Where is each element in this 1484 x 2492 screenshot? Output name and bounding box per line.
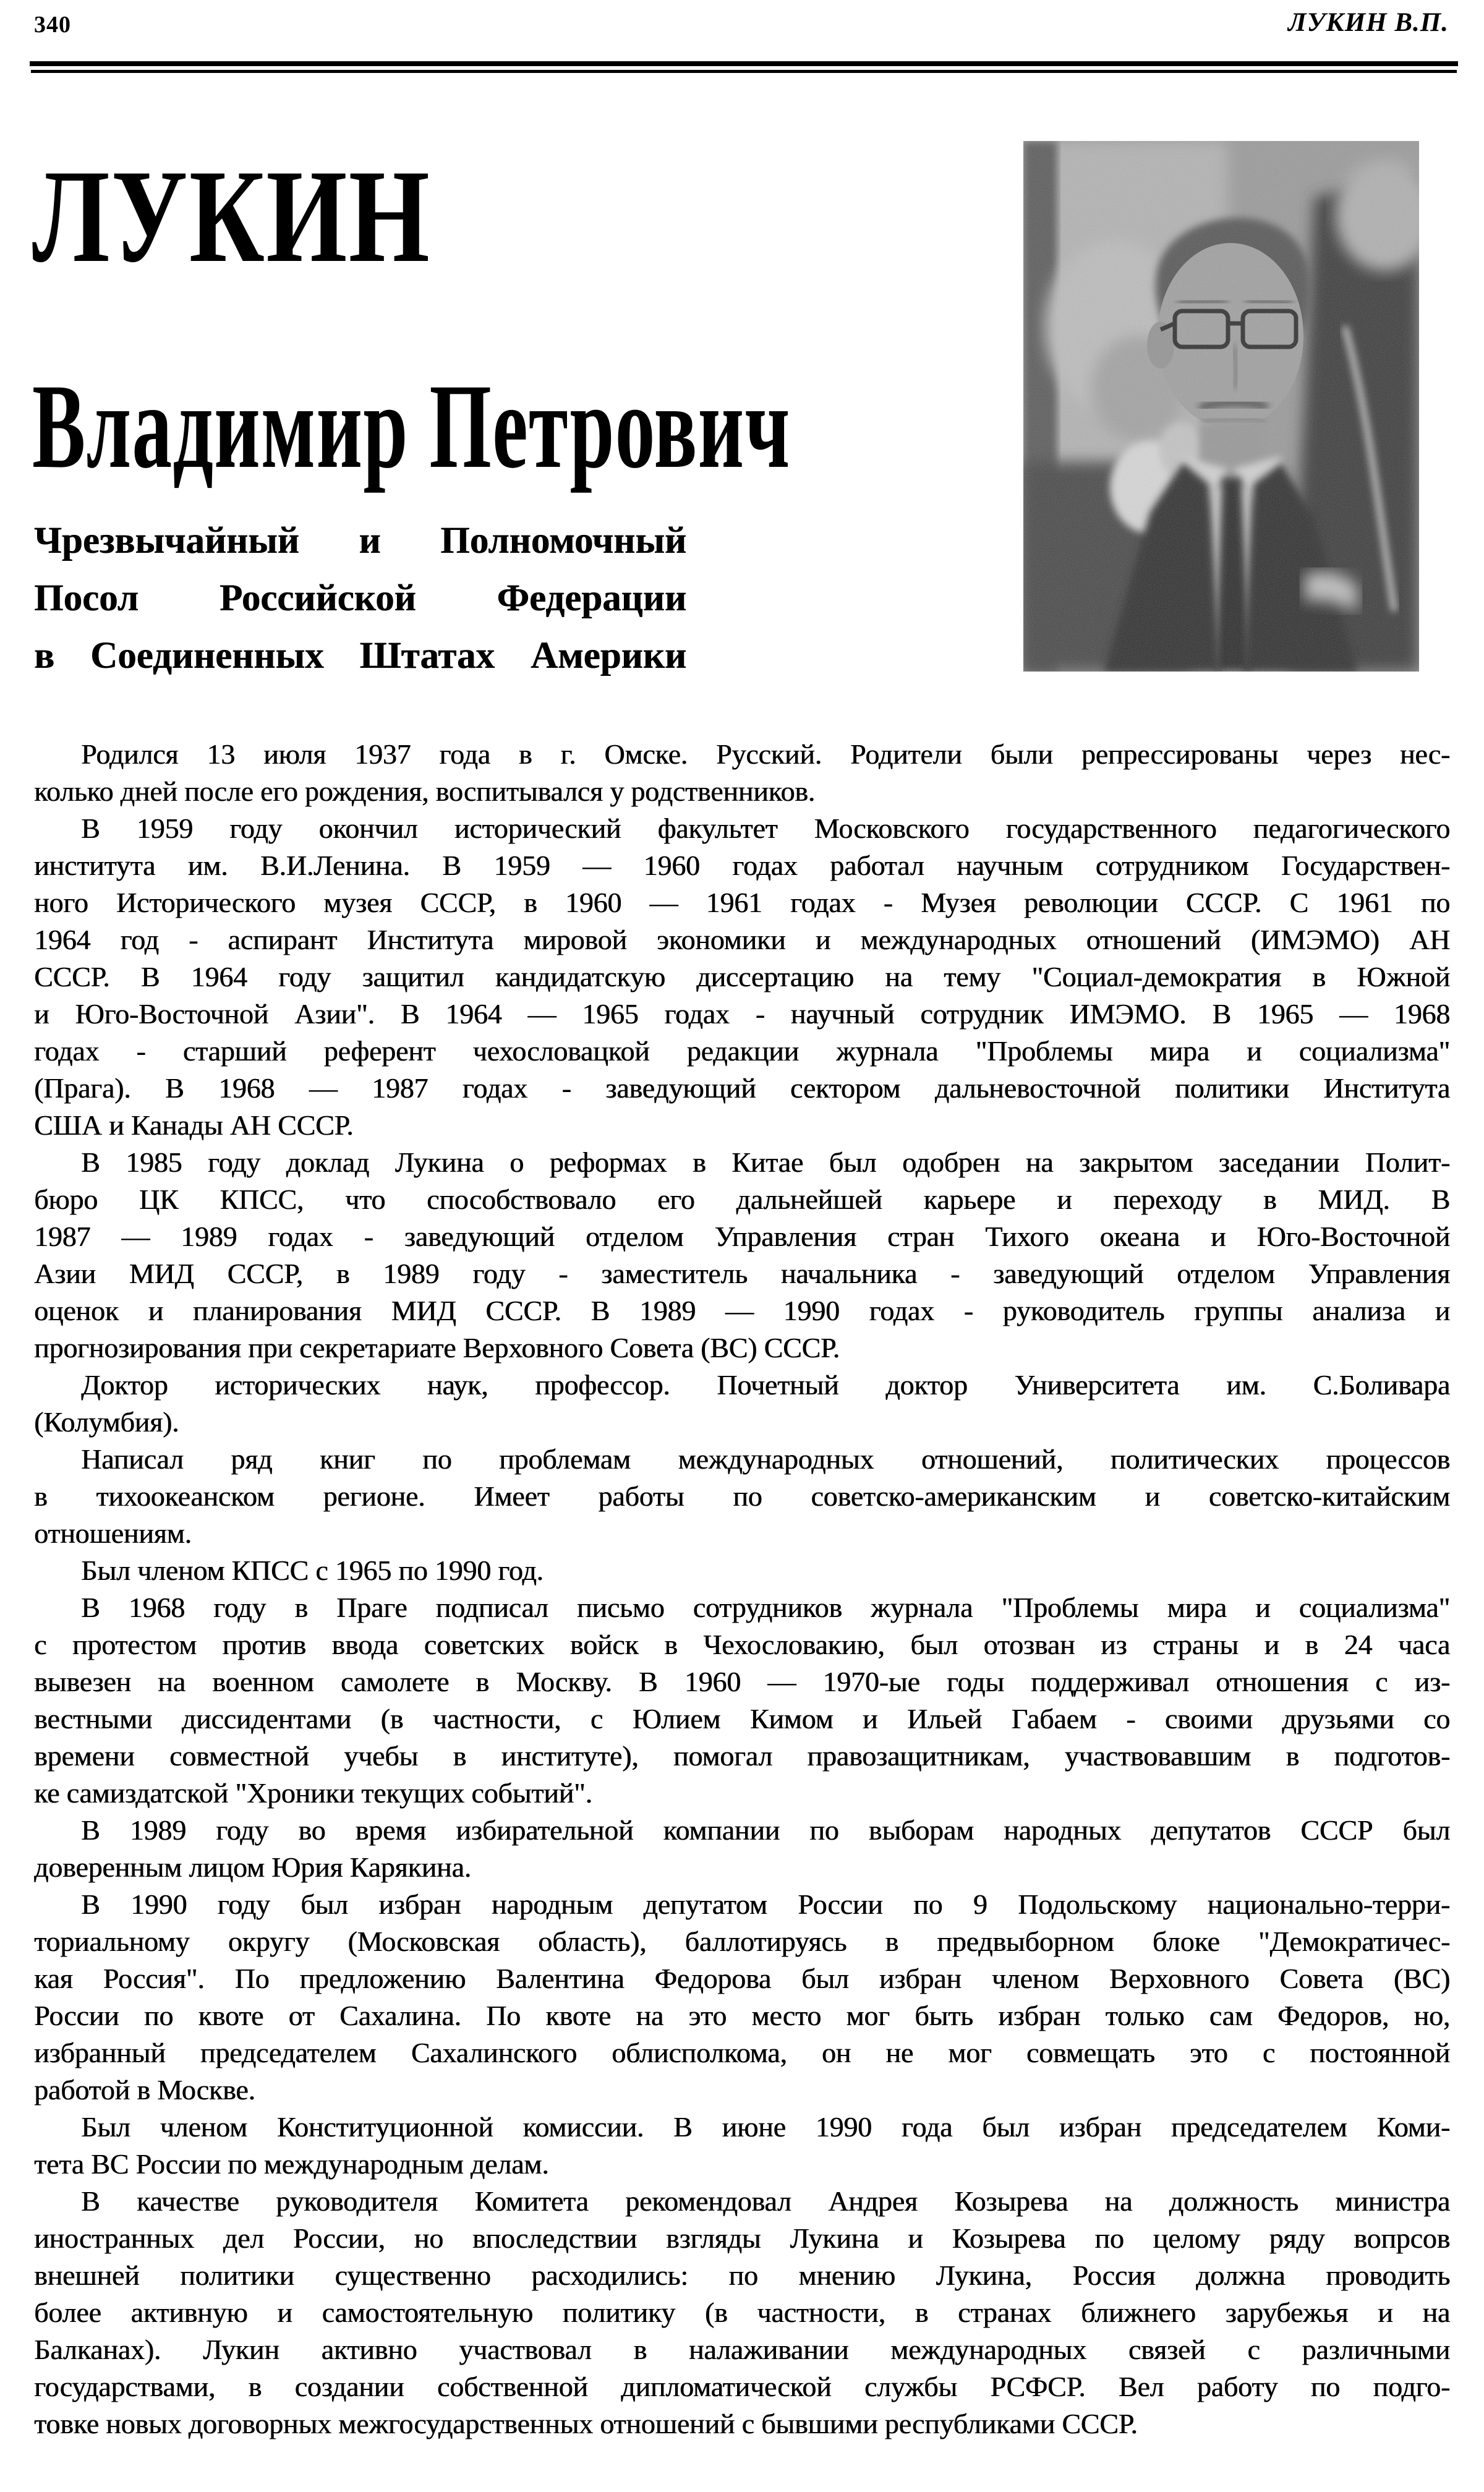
bio-line: внешней политики существенно расходились: по мнению Лукина, Россия должна проводить (34, 2259, 1450, 2291)
bio-line: ного Исторического музея СССР, в 1960 — 1961 годах - Музея революции СССР. С 1961 по (34, 887, 1450, 918)
bio-line: более активную и самостоятельную политику (в частности, в странах ближнего зарубежья и на (34, 2297, 1450, 2328)
header-rule-top (30, 61, 1458, 66)
bio-line: ториальному округу (Московская область), баллотируясь в предвыборном блоке "Демократичес- (34, 1926, 1450, 1957)
entry-given-patronymic: Владимир Петрович (32, 359, 791, 493)
bio-line: государствами, в создании собственной дипломатической службы РСФСР. Вел работу по подго- (34, 2371, 1450, 2402)
bio-line: времени совместной учебы в институте), помогал правозащитникам, участвовавшим в подготов- (34, 1740, 1450, 1772)
bio-line: В 1985 году доклад Лукина о реформах в Китае был одобрен на закрытом заседании Полит- (81, 1146, 1450, 1178)
bio-line: Азии МИД СССР, в 1989 году - заместитель начальника - заведующий отделом Управления (34, 1258, 1450, 1289)
position-line: Чрезвычайный и Полномочный (34, 520, 686, 561)
bio-line: в тихоокеанском регионе. Имеет работы по советско-американским и советско-китайским (34, 1480, 1450, 1512)
header-rule-bottom (31, 70, 1457, 73)
position-block (34, 512, 686, 685)
bio-line: В 1968 году в Праге подписал письмо сотрудников журнала "Проблемы мира и социализма" (81, 1592, 1450, 1623)
bio-line: доверенным лицом Юрия Карякина. (34, 1851, 471, 1883)
bio-line: России по квоте от Сахалина. По квоте на это место мог быть избран только сам Федоров, но, (34, 2000, 1450, 2031)
position-line: в Соединенных Штатах Америки (34, 635, 686, 676)
bio-line: и Юго-Восточной Азии". В 1964 — 1965 годах - научный сотрудник ИМЭМО. В 1965 — 1968 (34, 998, 1450, 1030)
biography-text (34, 736, 1450, 2443)
page-number: 340 (34, 12, 71, 38)
bio-line: Был членом Конституционной комиссии. В июне 1990 года был избран председателем Коми- (81, 2111, 1450, 2143)
bio-line: Родился 13 июля 1937 года в г. Омске. Русский. Родители были репрессированы через нес- (81, 738, 1450, 770)
bio-line: колько дней после его рождения, воспитывался у родственников. (34, 775, 815, 807)
portrait-photo-graphic (1023, 141, 1419, 672)
bio-line: СССР. В 1964 году защитил кандидатскую диссертацию на тему "Социал-демократия в Южной (34, 961, 1450, 992)
bio-line: вывезен на военном самолете в Москву. В 1960 — 1970-ые годы поддерживал отношения с из- (34, 1666, 1450, 1697)
bio-line: ке самиздатской "Хроники текущих событий". (34, 1777, 592, 1809)
bio-line: 1964 год - аспирант Института мировой экономики и международных отношений (ИМЭМО) АН (34, 924, 1450, 955)
bio-line: В 1989 году во время избирательной компании по выборам народных депутатов СССР был (81, 1814, 1450, 1846)
bio-line: Был членом КПСС с 1965 по 1990 год. (81, 1555, 544, 1586)
entry-surname: ЛУКИН (32, 142, 432, 290)
running-header-title: ЛУКИН В.П. (1288, 8, 1449, 37)
bio-line: института им. В.И.Ленина. В 1959 — 1960 годах работал научным сотрудником Государствен- (34, 850, 1450, 881)
bio-line: товке новых договорных межгосударственных отношений с бывшими республиками СССР. (34, 2408, 1138, 2439)
bio-line: работой в Москве. (34, 2074, 255, 2106)
bio-line: 1987 — 1989 годах - заведующий отделом Управления стран Тихого океана и Юго-Восточной (34, 1221, 1450, 1252)
bio-line: Доктор исторических наук, профессор. Почетный доктор Университета им. С.Боливара (81, 1369, 1450, 1401)
bio-line: Балканах). Лукин активно участвовал в налаживании международных связей с различными (34, 2334, 1450, 2365)
bio-line: отношениям. (34, 1517, 192, 1549)
bio-line: иностранных дел России, но впоследствии взгляды Лукина и Козырева по целому ряду вопрсов (34, 2222, 1450, 2254)
portrait-photo (1023, 141, 1419, 672)
bio-line: с протестом против ввода советских войск в Чехословакию, был отозван из страны и в 24 часа (34, 1629, 1450, 1660)
position-line: Посол Российской Федерации (34, 578, 686, 619)
bio-line: прогнозирования при секретариате Верховного Совета (ВС) СССР. (34, 1332, 840, 1363)
bio-line: США и Канады АН СССР. (34, 1109, 354, 1141)
bio-line: кая Россия". По предложению Валентина Федорова был избран членом Верховного Совета (ВС) (34, 1963, 1450, 1994)
bio-line: избранный председателем Сахалинского облисполкома, он не мог совмещать это с постоянной (34, 2037, 1450, 2068)
bio-line: В 1959 году окончил исторический факультет Московского государственного педагогического (81, 813, 1450, 844)
bio-line: тета ВС России по международным делам. (34, 2148, 549, 2180)
bio-line: годах - старший референт чехословацкой редакции журнала "Проблемы мира и социализма" (34, 1035, 1450, 1067)
bio-line: (Колумбия). (34, 1406, 179, 1438)
bio-line: вестными диссидентами (в частности, с Юлием Кимом и Ильей Габаем - своими друзьями со (34, 1703, 1450, 1735)
bio-line: Написал ряд книг по проблемам международных отношений, политических процессов (81, 1443, 1450, 1475)
bio-line: бюро ЦК КПСС, что способствовало его дальнейшей карьере и переходу в МИД. В (34, 1184, 1450, 1215)
bio-line: оценок и планирования МИД СССР. В 1989 — 1990 годах - руководитель группы анализа и (34, 1295, 1450, 1326)
bio-line: (Прага). В 1968 — 1987 годах - заведующий сектором дальневосточной политики Института (34, 1072, 1450, 1104)
bio-line: В 1990 году был избран народным депутатом России по 9 Подольскому национально-терри- (81, 1888, 1450, 1920)
bio-line: В качестве руководителя Комитета рекомендовал Андрея Козырева на должность министра (81, 2185, 1450, 2217)
